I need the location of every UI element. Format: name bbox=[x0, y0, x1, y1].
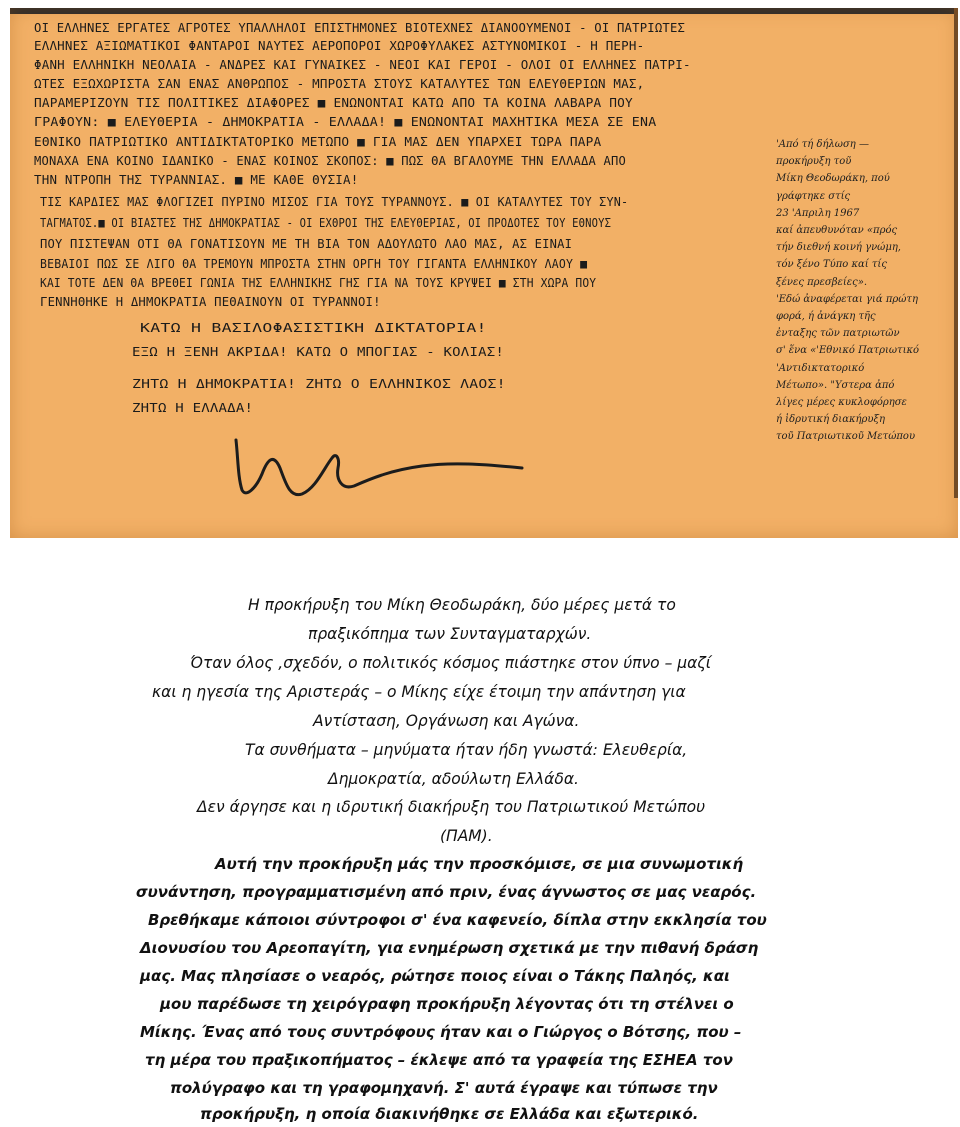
side-note-line: λίγες μέρες κυκλοφόρησε bbox=[776, 397, 907, 409]
caption-line: μας. Μας πλησίασε ο νεαρός, ρώτησε ποιος είναι ο Τάκης Παληός, και bbox=[140, 967, 730, 985]
side-note-line: Μέτωπο». "Υστερα ἀπό bbox=[776, 379, 895, 391]
caption-line: Δεν άργησε και η ιδρυτική διακήρυξη του Πατριωτικού Μετώπου bbox=[197, 798, 706, 816]
side-note-line: 'Εδώ ἀναφέρεται γιά πρώτη bbox=[776, 293, 918, 305]
caption-line: Η προκήρυξη του Μίκη Θεοδωράκη, δύο μέρες μετά το bbox=[248, 596, 676, 614]
side-note-line: προκήρυξη τοῦ bbox=[776, 156, 852, 168]
caption-line: μου παρέδωσε τη χειρόγραφη προκήρυξη λέγοντας ότι τη στέλνει ο bbox=[160, 995, 734, 1013]
handwritten-slogan: ΕΞΩ Η ΞΕΝΗ ΑΚΡΙΔΑ! ΚΑΤΩ Ο ΜΠΟΓΙΑΣ - ΚΟΛΙΑΣ! bbox=[132, 344, 505, 359]
handwritten-line: ΜΟΝΑΧΑ ΕΝΑ ΚΟΙΝΟ ΙΔΑΝΙΚΟ - ΕΝΑΣ ΚΟΙΝΟΣ ΣΚΟΠΟΣ: ■ ΠΩΣ ΘΑ ΒΓΑΛΟΥΜΕ ΤΗΝ ΕΛΛΑΔΑ ΑΠΟ bbox=[34, 153, 627, 168]
caption-line: (ΠΑΜ). bbox=[440, 827, 493, 845]
caption-line: Μίκης. Ένας από τους συντρόφους ήταν και ο Γιώργος ο Βότσης, που – bbox=[140, 1023, 742, 1041]
side-note-line: 23 'Απριλη 1967 bbox=[776, 207, 860, 219]
caption-line: πολύγραφο και τη γραφομηχανή. Σ' αυτά έγραψε και τύπωσε την bbox=[170, 1079, 718, 1097]
handwritten-line: ΤΗΝ ΝΤΡΟΠΗ ΤΗΣ ΤΥΡΑΝΝΙΑΣ. ■ ΜΕ ΚΑΘΕ ΘΥΣΙΑ! bbox=[34, 172, 359, 187]
handwritten-line: ΓΡΑΦΟΥΝ: ■ ΕΛΕΥΘΕΡΙΑ - ΔΗΜΟΚΡΑΤΙΑ - ΕΛΛΑΔΑ! ■ ΕΝΩΝΟΝΤΑΙ ΜΑΧΗΤΙΚΑ ΜΕΣΑ ΣΕ ΕΝΑ bbox=[34, 114, 657, 129]
handwritten-line: ΚΑΙ ΤΟΤΕ ΔΕΝ ΘΑ ΒΡΕΘΕΙ ΓΩΝΙΑ ΤΗΣ ΕΛΛΗΝΙΚΗΣ ΓΗΣ ΓΙΑ ΝΑ ΤΟΥΣ ΚΡΥΨΕΙ ■ ΣΤΗ ΧΩΡΑ ΠΟΥ bbox=[40, 275, 597, 290]
handwritten-line: ΩΤΕΣ ΕΞΩΧΩΡΙΣΤΑ ΣΑΝ ΕΝΑΣ ΑΝΘΡΩΠΟΣ - ΜΠΡΟΣΤΑ ΣΤΟΥΣ ΚΑΤΑΛΥΤΕΣ ΤΩΝ ΕΛΕΥΘΕΡΙΩΝ ΜΑΣ, bbox=[34, 76, 645, 91]
side-note-line: καί ἀπευθυνόταν «πρός bbox=[776, 225, 898, 237]
handwritten-line: ΒΕΒΑΙΟΙ ΠΩΣ ΣΕ ΛΙΓΟ ΘΑ ΤΡΕΜΟΥΝ ΜΠΡΟΣΤΑ ΣΤΗΝ ΟΡΓΗ ΤΟΥ ΓΙΓΑΝΤΑ ΕΛΛΗΝΙΚΟΥ ΛΑΟΥ ■ bbox=[40, 256, 588, 271]
handwritten-slogan: ΖΗΤΩ Η ΔΗΜΟΚΡΑΤΙΑ! ΖΗΤΩ Ο ΕΛΛΗΝΙΚΟΣ ΛΑΟΣ! bbox=[132, 376, 506, 391]
caption-line: Αυτή την προκήρυξη μάς την προσκόμισε, σε μια συνωμοτική bbox=[215, 855, 744, 873]
caption-line: Αντίσταση, Οργάνωση και Αγώνα. bbox=[313, 712, 580, 730]
side-note-line: ἐνταξης τῶν πατριωτῶν bbox=[776, 328, 900, 340]
handwritten-slogan: ΖΗΤΩ Η ΕΛΛΑΔΑ! bbox=[132, 400, 254, 415]
proclamation-scan bbox=[10, 8, 958, 538]
side-note-line: τοῦ Πατριωτικοῦ Μετώπου bbox=[776, 431, 916, 443]
caption-line: προκήρυξη, η οποία διακινήθηκε σε Ελλάδα και εξωτερικό. bbox=[200, 1105, 699, 1123]
side-note-line: τόν ξένο Τύπο καί τίς bbox=[776, 259, 887, 271]
caption-line: Δημοκρατία, αδούλωτη Ελλάδα. bbox=[328, 770, 579, 788]
caption-line: Βρεθήκαμε κάποιοι σύντροφοι σ' ένα καφενείο, δίπλα στην εκκλησία του bbox=[148, 911, 767, 929]
caption-line: συνάντηση, προγραμματισμένη από πριν, ένας άγνωστος σε μας νεαρός. bbox=[136, 883, 757, 901]
caption-line: Τα συνθήματα – μηνύματα ήταν ήδη γνωστά: Ελευθερία, bbox=[245, 741, 688, 759]
handwritten-line: ΤΑΓΜΑΤΟΣ.■ ΟΙ ΒΙΑΣΤΕΣ ΤΗΣ ΔΗΜΟΚΡΑΤΙΑΣ - ΟΙ ΕΧΘΡΟΙ ΤΗΣ ΕΛΕΥΘΕΡΙΑΣ, ΟΙ ΠΡΟΔΟΤΕΣ ΤΟΥ ΕΘΝΟΥΣ bbox=[40, 215, 612, 230]
side-note-line: φορά, ή ἀνάγκη τῆς bbox=[776, 311, 876, 323]
side-note-line: ξένες πρεσβείες». bbox=[776, 276, 868, 288]
side-note-line: ή ἱδρυτική διακήρυξη bbox=[776, 414, 885, 426]
handwritten-line: ΓΕΝΝΗΘΗΚΕ Η ΔΗΜΟΚΡΑΤΙΑ ΠΕΘΑΙΝΟΥΝ ΟΙ ΤΥΡΑΝΝΟΙ! bbox=[40, 294, 381, 309]
handwritten-line: ΕΘΝΙΚΟ ΠΑΤΡΙΩΤΙΚΟ ΑΝΤΙΔΙΚΤΑΤΟΡΙΚΟ ΜΕΤΩΠΟ ■ ΓΙΑ ΜΑΣ ΔΕΝ ΥΠΑΡΧΕΙ ΤΩΡΑ ΠΑΡΑ bbox=[34, 134, 602, 149]
paper-shadow bbox=[10, 8, 958, 538]
handwritten-line: ΦΑΝΗ ΕΛΛΗΝΙΚΗ ΝΕΟΛΑΙΑ - ΑΝΔΡΕΣ ΚΑΙ ΓΥΝΑΙΚΕΣ - ΝΕΟΙ ΚΑΙ ΓΕΡΟΙ - ΟΛΟΙ ΟΙ ΕΛΛΗΝΕΣ ΠΑΤΡΙ- bbox=[34, 57, 691, 72]
caption-line: και η ηγεσία της Αριστεράς – ο Μίκης είχε έτοιμη την απάντηση για bbox=[152, 683, 686, 701]
side-note-line: γράφτηκε στίς bbox=[776, 190, 851, 202]
side-note-line: Μίκη Θεοδωράκη, πού bbox=[776, 173, 890, 185]
handwritten-line: ΟΙ ΕΛΛΗΝΕΣ ΕΡΓΑΤΕΣ ΑΓΡΟΤΕΣ ΥΠΑΛΛΗΛΟΙ ΕΠΙΣΤΗΜΟΝΕΣ ΒΙΟΤΕΧΝΕΣ ΔΙΑΝΟΟΥΜΕΝΟΙ - ΟΙ ΠΑΤΡΙΩΤΕΣ bbox=[34, 20, 686, 35]
caption-line: Όταν όλος ,σχεδόν, ο πολιτικός κόσμος πιάστηκε στον ύπνο – μαζί bbox=[190, 654, 711, 672]
handwritten-line: ΠΟΥ ΠΙΣΤΕΨΑΝ ΟΤΙ ΘΑ ΓΟΝΑΤΙΣΟΥΝ ΜΕ ΤΗ ΒΙΑ ΤΟΝ ΑΔΟΥΛΩΤΟ ΛΑΟ ΜΑΣ, ΑΣ ΕΙΝΑΙ bbox=[40, 236, 573, 251]
handwritten-line: ΕΛΛΗΝΕΣ ΑΞΙΩΜΑΤΙΚΟΙ ΦΑΝΤΑΡΟΙ ΝΑΥΤΕΣ ΑΕΡΟΠΟΡΟΙ ΧΩΡΟΦΥΛΑΚΕΣ ΑΣΤΥΝΟΜΙΚΟΙ - Η ΠΕΡΗ- bbox=[34, 38, 645, 53]
handwritten-line: ΠΑΡΑΜΕΡΙΖΟΥΝ ΤΙΣ ΠΟΛΙΤΙΚΕΣ ΔΙΑΦΟΡΕΣ ■ ΕΝΩΝΟΝΤΑΙ ΚΑΤΩ ΑΠΟ ΤΑ ΚΟΙΝΑ ΛΑΒΑΡΑ ΠΟΥ bbox=[34, 95, 633, 110]
caption-line: πραξικόπημα των Συνταγματαρχών. bbox=[308, 625, 592, 643]
side-note-line: 'Από τή δήλωση — bbox=[776, 139, 869, 150]
side-note-line: τήν διεθνή κοινή γνώμη, bbox=[776, 242, 901, 254]
handwritten-slogan: ΚΑΤΩ Η ΒΑΣΙΛΟΦΑΣΙΣΤΙΚΗ ΔΙΚΤΑΤΟΡΙΑ! bbox=[140, 320, 487, 335]
caption-line: Διονυσίου του Αρεοπαγίτη, για ενημέρωση σχετικά με την πιθανή δράση bbox=[140, 939, 759, 957]
caption-line: τη μέρα του πραξικοπήματος – έκλεψε από τα γραφεία της ΕΣΗΕΑ τον bbox=[145, 1051, 733, 1069]
side-note-line: σ' ἕνα «'Εθνικό Πατριωτικό bbox=[776, 345, 920, 357]
handwritten-line: ΤΙΣ ΚΑΡΔΙΕΣ ΜΑΣ ΦΛΟΓΙΖΕΙ ΠΥΡΙΝΟ ΜΙΣΟΣ ΓΙΑ ΤΟΥΣ ΤΥΡΑΝΝΟΥΣ. ■ ΟΙ ΚΑΤΑΛΥΤΕΣ ΤΟΥ ΣΥΝ- bbox=[40, 194, 629, 209]
side-note-line: 'Αντιδικτατορικό bbox=[776, 362, 865, 374]
